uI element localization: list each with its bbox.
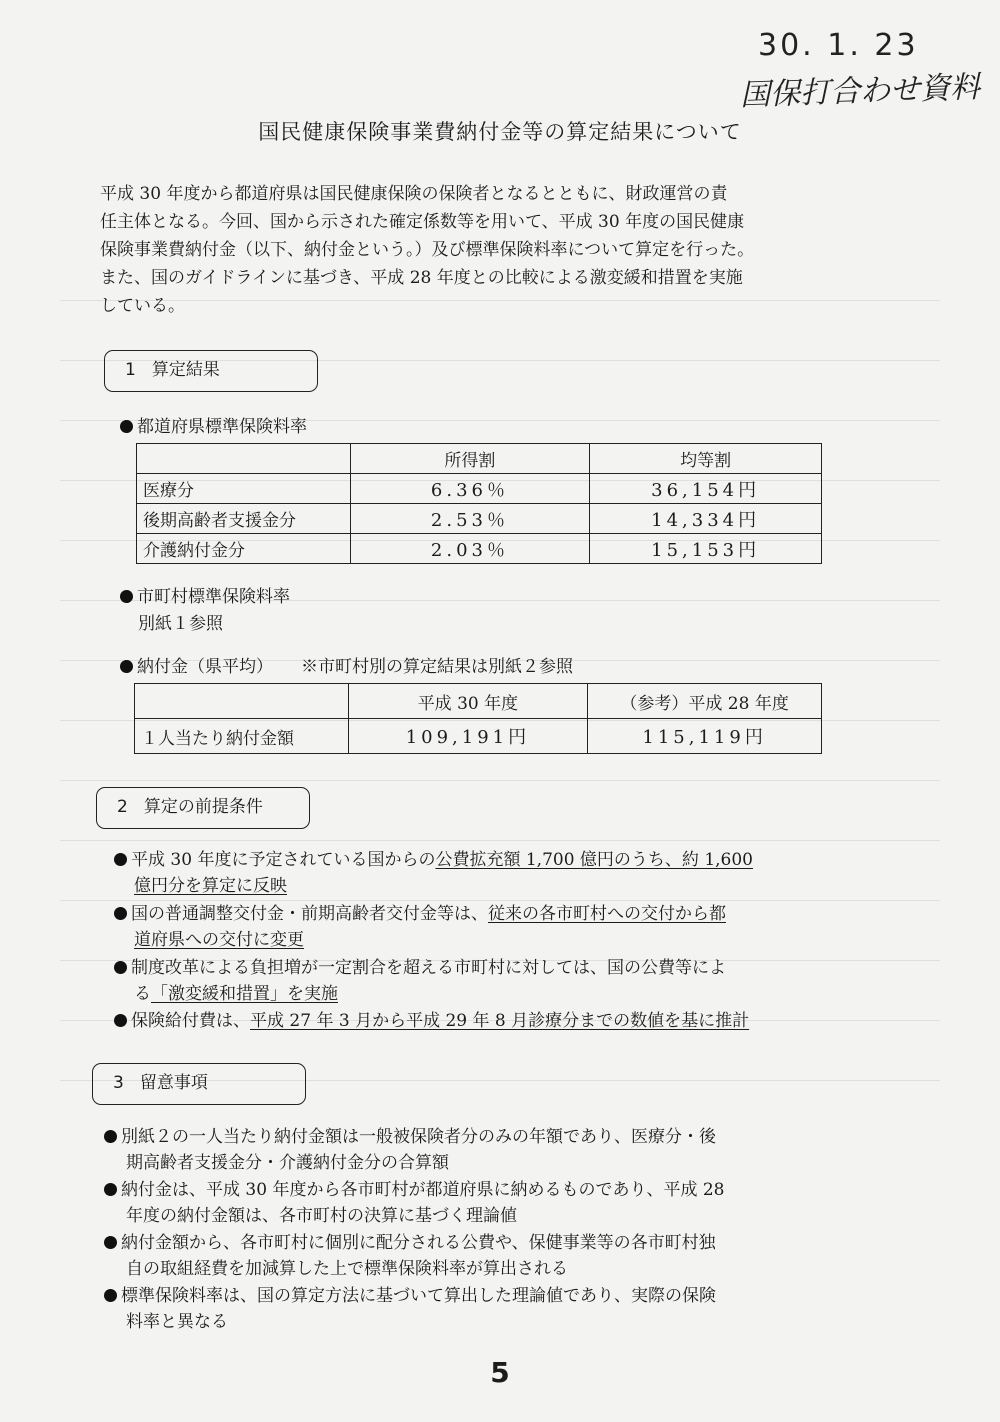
premise-item: 国の普通調整交付金・前期高齢者交付金等は、従来の各市町村への交付から都 bbox=[114, 901, 726, 928]
table-header bbox=[135, 684, 349, 719]
rate-heading: 都道府県標準保険料率 bbox=[120, 414, 307, 441]
row-label: 後期高齢者支援金分 bbox=[137, 504, 351, 534]
intro-line: 保険事業費納付金（以下、納付金という。）及び標準保険料率について算定を行った。 bbox=[100, 240, 755, 260]
row-label: １人当たり納付金額 bbox=[135, 719, 349, 754]
handwritten-date: 30. 1. 23 bbox=[758, 28, 919, 63]
payment-table bbox=[134, 683, 822, 754]
bullet-icon bbox=[120, 660, 133, 673]
bullet-icon bbox=[104, 1236, 117, 1249]
section-1-header bbox=[104, 350, 318, 392]
bullet-icon bbox=[114, 1014, 127, 1027]
section-number: 1 bbox=[125, 360, 136, 380]
section-2-header bbox=[96, 787, 310, 829]
payment-fy28: 115,119円 bbox=[588, 719, 822, 754]
per-capita-amount: 15,153円 bbox=[590, 534, 822, 564]
payment-heading: 納付金（県平均） ※市町村別の算定結果は別紙２参照 bbox=[120, 654, 573, 681]
notes-list bbox=[104, 1124, 874, 1336]
income-rate: 2.03％ bbox=[350, 534, 590, 564]
bullet-icon bbox=[104, 1130, 117, 1143]
intro-line: 平成 30 年度から都道府県は国民健康保険の保険者となるとともに、財政運営の責 bbox=[100, 184, 728, 204]
row-label: 医療分 bbox=[137, 474, 351, 504]
table-header-row bbox=[135, 684, 822, 719]
section-3-header bbox=[92, 1063, 306, 1105]
section-title: 留意事項 bbox=[139, 1073, 208, 1093]
income-rate: 2.53％ bbox=[350, 504, 590, 534]
table-header-row bbox=[137, 444, 822, 474]
income-rate: 6.36％ bbox=[350, 474, 590, 504]
municipal-reference: 別紙１参照 bbox=[138, 614, 223, 634]
per-capita-amount: 14,334円 bbox=[590, 504, 822, 534]
payment-note: ※市町村別の算定結果は別紙２参照 bbox=[301, 657, 573, 677]
bullet-icon bbox=[104, 1183, 117, 1196]
payment-fy30: 109,191円 bbox=[348, 719, 588, 754]
section-title: 算定結果 bbox=[151, 360, 220, 380]
list-item: 別紙２の一人当たり納付金額は一般被保険者分のみの年額であり、医療分・後 期高齢者支援金分・介護納付金分の合算額 bbox=[104, 1124, 874, 1176]
per-capita-amount: 36,154円 bbox=[590, 474, 822, 504]
bullet-icon bbox=[114, 853, 127, 866]
premise-item: 平成 30 年度に予定されている国からの公費拡充額 1,700 億円のうち、約 1,600 bbox=[114, 847, 753, 874]
premise-item: 制度改革による負担増が一定割合を超える市町村に対しては、国の公費等によ bbox=[114, 955, 726, 982]
intro-line: している。 bbox=[100, 296, 185, 316]
table-row bbox=[137, 534, 822, 564]
list-item: 納付金額から、各市町村に個別に配分される公費や、保健事業等の各市町村独 自の取組経費を加減算した上で標準保険料率が算出される bbox=[104, 1230, 874, 1282]
table-header: （参考）平成 28 年度 bbox=[588, 684, 822, 719]
bullet-icon bbox=[114, 961, 127, 974]
bullet-icon bbox=[104, 1289, 117, 1302]
table-row bbox=[137, 474, 822, 504]
table-row bbox=[135, 719, 822, 754]
row-label: 介護納付金分 bbox=[137, 534, 351, 564]
premise-item-cont: 億円分を算定に反映 bbox=[134, 876, 287, 896]
table-header: 平成 30 年度 bbox=[348, 684, 588, 719]
bullet-icon bbox=[120, 420, 133, 433]
document-title: 国民健康保険事業費納付金等の算定結果について bbox=[258, 120, 742, 144]
premise-item-cont: る「激変緩和措置」を実施 bbox=[134, 984, 338, 1004]
bullet-icon bbox=[120, 590, 133, 603]
premise-item-cont: 道府県への交付に変更 bbox=[134, 930, 304, 950]
municipal-heading: 市町村標準保険料率 bbox=[120, 584, 290, 611]
section-title: 算定の前提条件 bbox=[143, 797, 263, 817]
table-row bbox=[137, 504, 822, 534]
section-number: 2 bbox=[117, 797, 128, 817]
page-number: 5 bbox=[490, 1356, 510, 1389]
table-header bbox=[137, 444, 351, 474]
intro-paragraph bbox=[100, 180, 870, 320]
table-header: 所得割 bbox=[350, 444, 590, 474]
premise-item: 保険給付費は、平成 27 年 3 月から平成 29 年 8 月診療分までの数値を基に推計 bbox=[114, 1008, 749, 1035]
intro-line: また、国のガイドラインに基づき、平成 28 年度との比較による激変緩和措置を実施 bbox=[100, 268, 743, 288]
intro-line: 任主体となる。今回、国から示された確定係数等を用いて、平成 30 年度の国民健康 bbox=[100, 212, 745, 232]
section-number: 3 bbox=[113, 1073, 124, 1093]
prefecture-rate-table bbox=[136, 443, 822, 564]
bullet-icon bbox=[114, 907, 127, 920]
list-item: 納付金は、平成 30 年度から各市町村が都道府県に納めるものであり、平成 28 年度の納付金額は、各市町村の決算に基づく理論値 bbox=[104, 1177, 874, 1229]
table-header: 均等割 bbox=[590, 444, 822, 474]
list-item: 標準保険料率は、国の算定方法に基づいて算出した理論値であり、実際の保険 料率と異なる bbox=[104, 1283, 874, 1335]
handwritten-note: 国保打合わせ資料 bbox=[739, 69, 981, 114]
